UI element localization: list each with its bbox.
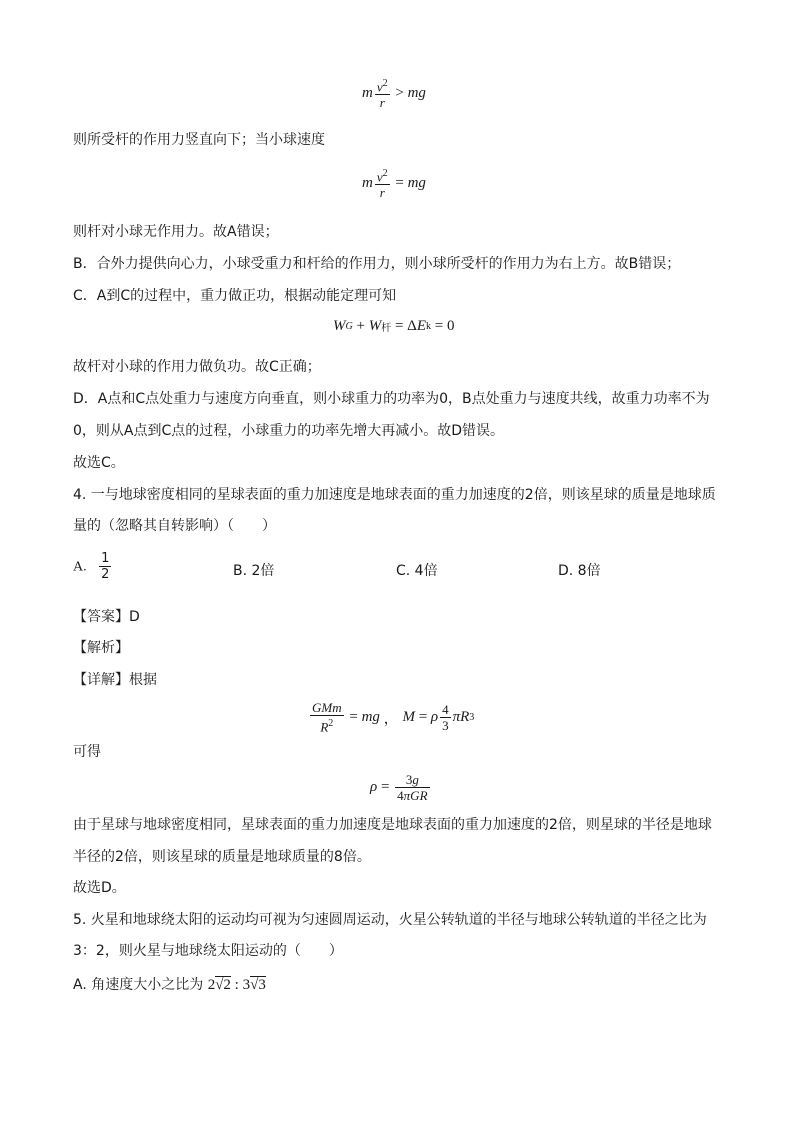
text-line: 由于星球与地球密度相同，星球表面的重力加速度是地球表面的重力加速度的2倍，则星球的半径是地球 xyxy=(73,817,712,833)
option-d: D. 8倍 xyxy=(558,563,601,579)
option-a: A. $\frac{1}{2}$ xyxy=(73,551,110,582)
option-b: B. 2倍 xyxy=(233,563,275,579)
question-5-stem: 3：2，则火星与地球绕太阳运动的（ ） xyxy=(73,943,343,959)
equation-density: ρ = $\frac{3g}{\text{4πGR}}$ xyxy=(370,772,428,803)
text-line: C．A到C的过程中，重力做正功，根据动能定理可知 xyxy=(73,288,397,304)
equation-centripetal-equal: m $\frac{v^2}{r}$ = mg xyxy=(362,168,426,201)
ratio-expression: 2√2 : 3√3 xyxy=(207,977,266,993)
detail-label: 【详解】根据 xyxy=(73,672,157,688)
equation-work-energy: W G + W 杆 = Δ E k = 0 xyxy=(333,318,455,334)
equation-gravity-mass: $\frac{\text{GMm}}{R^2}$ = mg ， M = ρ $\frac{4}{3}$ πR 3 xyxy=(312,700,475,735)
text-line: 故选C。 xyxy=(73,455,125,471)
text-line: B．合外力提供向心力，小球受重力和杆给的作用力，则小球所受杆的作用力为右上方。故B错误； xyxy=(73,256,681,272)
text-line: 则所受杆的作用力竖直向下；当小球速度 xyxy=(73,132,325,148)
text-line: 半径的2倍，则该星球的质量是地球质量的8倍。 xyxy=(73,849,371,865)
analysis-label: 【解析】 xyxy=(73,640,129,656)
text-line: 则杆对小球无作用力。故A错误； xyxy=(73,224,279,240)
text-line: 故杆对小球的作用力做负功。故C正确； xyxy=(73,359,321,375)
text-line: D．A点和C点处重力与速度方向垂直，则小球重力的功率为0，B点处重力与速度共线，故重力功率不为 xyxy=(73,391,710,407)
text-line: 可得 xyxy=(73,744,101,760)
text-line: 0，则从A点到C点的过程，小球重力的功率先增大再减小。故D错误。 xyxy=(73,423,505,439)
question-5-option-a: A. 角速度大小之比为 2√2 : 3√3 xyxy=(73,977,266,993)
text-line: 故选D。 xyxy=(73,880,126,896)
question-4-stem: 4. 一与地球密度相同的星球表面的重力加速度是地球表面的重力加速度的2倍，则该星球的质量是地球质 xyxy=(73,487,716,503)
question-4-stem: 量的（忽略其自转影响）（ ） xyxy=(73,518,276,534)
equation-centripetal-greater: m $\frac{v^2}{r}$ > mg xyxy=(362,78,426,111)
option-c: C. 4倍 xyxy=(396,563,438,579)
question-5-stem: 5. 火星和地球绕太阳的运动均可视为匀速圆周运动，火星公转轨道的半径与地球公转轨道的半径之比为 xyxy=(73,912,707,928)
answer-label: 【答案】D xyxy=(73,609,140,625)
